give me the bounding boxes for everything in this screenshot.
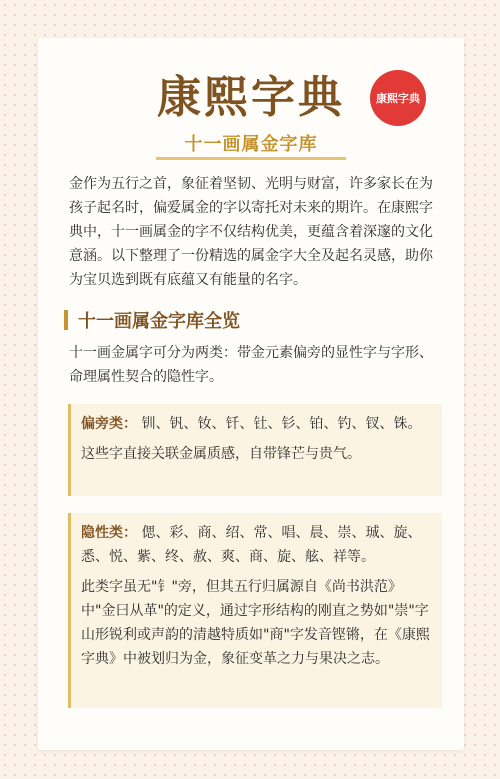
section-header (64, 308, 240, 332)
kangxi-badge: 康熙字典 (370, 70, 426, 126)
section-accent-bar (64, 310, 68, 330)
implicit-category-box (68, 513, 442, 708)
implicit-note: 此类字虽无"钅"旁，但其五行归属源自《尚书洪范》中"金曰从革"的定义，通过字形结构的刚直之势如"崇"字山形锐利或声韵的清越特质如"商"字发音铿锵，在《康熙字典》中被划归为金，象征变革之力与果决之志。 (81, 579, 430, 667)
section-title: 十一画属金字库全览 (78, 311, 240, 332)
implicit-char-list: 偲、彩、商、绍、常、唱、晨、崇、珹、旋、悉、悦、紫、终、赦、爽、商、旋、舷、祥等。 (81, 525, 422, 565)
radical-label: 偏旁类： (81, 416, 137, 432)
implicit-chars (81, 521, 430, 569)
radical-category-box (68, 404, 442, 496)
content-card (38, 38, 464, 750)
page-title: 康熙字典 (157, 72, 345, 123)
subtitle-underline (156, 157, 346, 160)
page-subtitle: 十一画属金字库 (184, 134, 318, 155)
radical-char-list: 钏、钒、钕、钎、钍、钐、铂、钓、钗、铢。 (141, 416, 422, 432)
radical-note: 这些字直接关联金属质感，自带锋芒与贵气。 (81, 446, 361, 462)
implicit-label: 隐性类： (81, 525, 137, 541)
intro-paragraph: 金作为五行之首，象征着坚韧、光明与财富，许多家长在为孩子起名时，偏爱属金的字以寄托对未来的期许。在康熙字典中，十一画属金的字不仅结构优美，更蕴含着深邃的文化意涵。以下整理了一份精选的属金字大全及起名灵感，助你为宝贝选到既有底蕴又有能量的名字。 (69, 176, 433, 288)
section-intro: 十一画金属字可分为两类：带金元素偏旁的显性字与字形、命理属性契合的隐性字。 (69, 345, 433, 385)
radical-chars (81, 412, 430, 436)
subtitle-wrap (38, 134, 464, 156)
